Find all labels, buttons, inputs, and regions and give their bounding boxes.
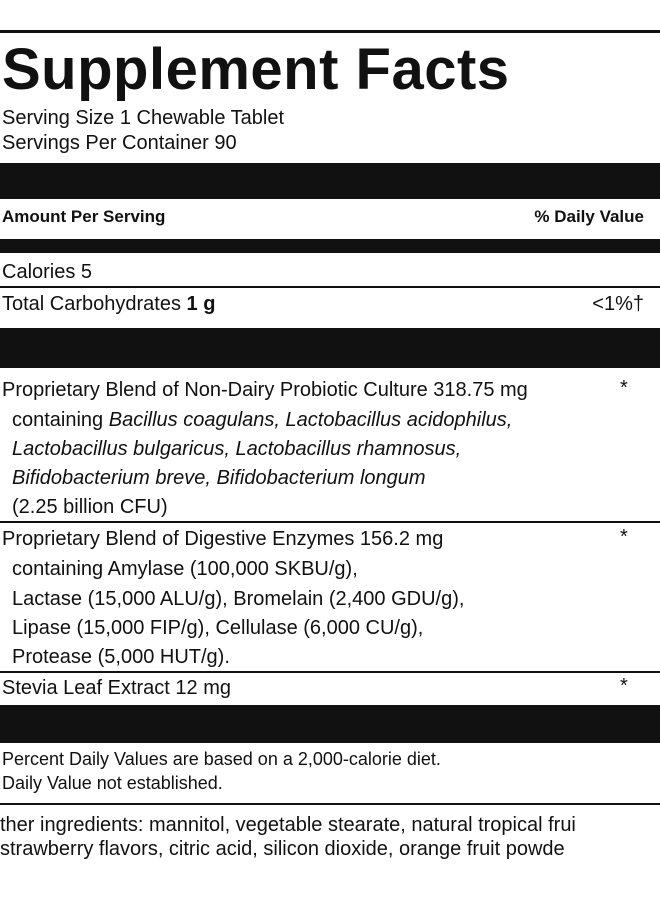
serving-size: Serving Size 1 Chewable Tablet [2,107,285,129]
enzyme-line-1: containing Amylase (100,000 SKBU/g), [12,558,358,580]
servings-per-container: Servings Per Container 90 [2,132,237,154]
carbs-amount: 1 g [186,293,216,315]
panel-title: Supplement Facts [2,37,510,102]
probiotic-species-1: Bacillus coagulans, Lactobacillus acidophilus, [108,409,513,431]
probiotic-blend-name: Proprietary Blend of Non-Dairy Probiotic Culture 318.75 mg [2,379,528,401]
probiotic-species-3: Bifidobacterium breve, Bifidobacterium longum [12,467,426,489]
enzyme-line-2: Lactase (15,000 ALU/g), Bromelain (2,400 GDU/g), [12,588,465,610]
probiotic-species-2: Lactobacillus bulgaricus, Lactobacillus rhamnosus, [12,438,462,460]
other-ingredients-line-1: ther ingredients: mannitol, vegetable stearate, natural tropical frui [0,814,576,836]
enzyme-line-3: Lipase (15,000 FIP/g), Cellulase (6,000 CU/g), [12,617,424,639]
carbs-row [2,292,215,316]
row-divider [0,671,660,673]
daily-value-header: % Daily Value [534,207,644,226]
row-divider [0,521,660,523]
stevia-dv: * [620,675,628,697]
enzyme-dv: * [620,526,628,548]
carbs-dv: <1%† [592,293,644,315]
calories: Calories 5 [2,261,93,283]
thick-bar-4 [0,705,660,743]
thick-bar-3 [0,328,660,368]
enzyme-blend-name: Proprietary Blend of Digestive Enzymes 156.2 mg [2,528,444,550]
footnote-dagger: Percent Daily Values are based on a 2,000-calorie diet. [2,749,441,769]
amount-per-serving-header: Amount Per Serving [2,207,166,226]
enzyme-line-4: Protease (5,000 HUT/g). [12,646,230,668]
footnote-asterisk: Daily Value not established. [2,773,223,793]
thick-bar-1 [0,163,660,199]
probiotic-cfu: (2.25 billion CFU) [12,496,168,518]
top-rule [0,30,660,33]
thick-bar-2 [0,239,660,253]
probiotic-dv: * [620,377,628,399]
row-divider [0,286,660,288]
probiotic-containing: containing [12,409,104,431]
other-ingredients-line-2: strawberry flavors, citric acid, silicon dioxide, orange fruit powde [0,838,565,860]
probiotic-line-1 [12,408,512,432]
carbs-name: Total Carbohydrates [2,293,181,315]
bottom-rule [0,803,660,805]
stevia-row: Stevia Leaf Extract 12 mg [2,677,232,699]
